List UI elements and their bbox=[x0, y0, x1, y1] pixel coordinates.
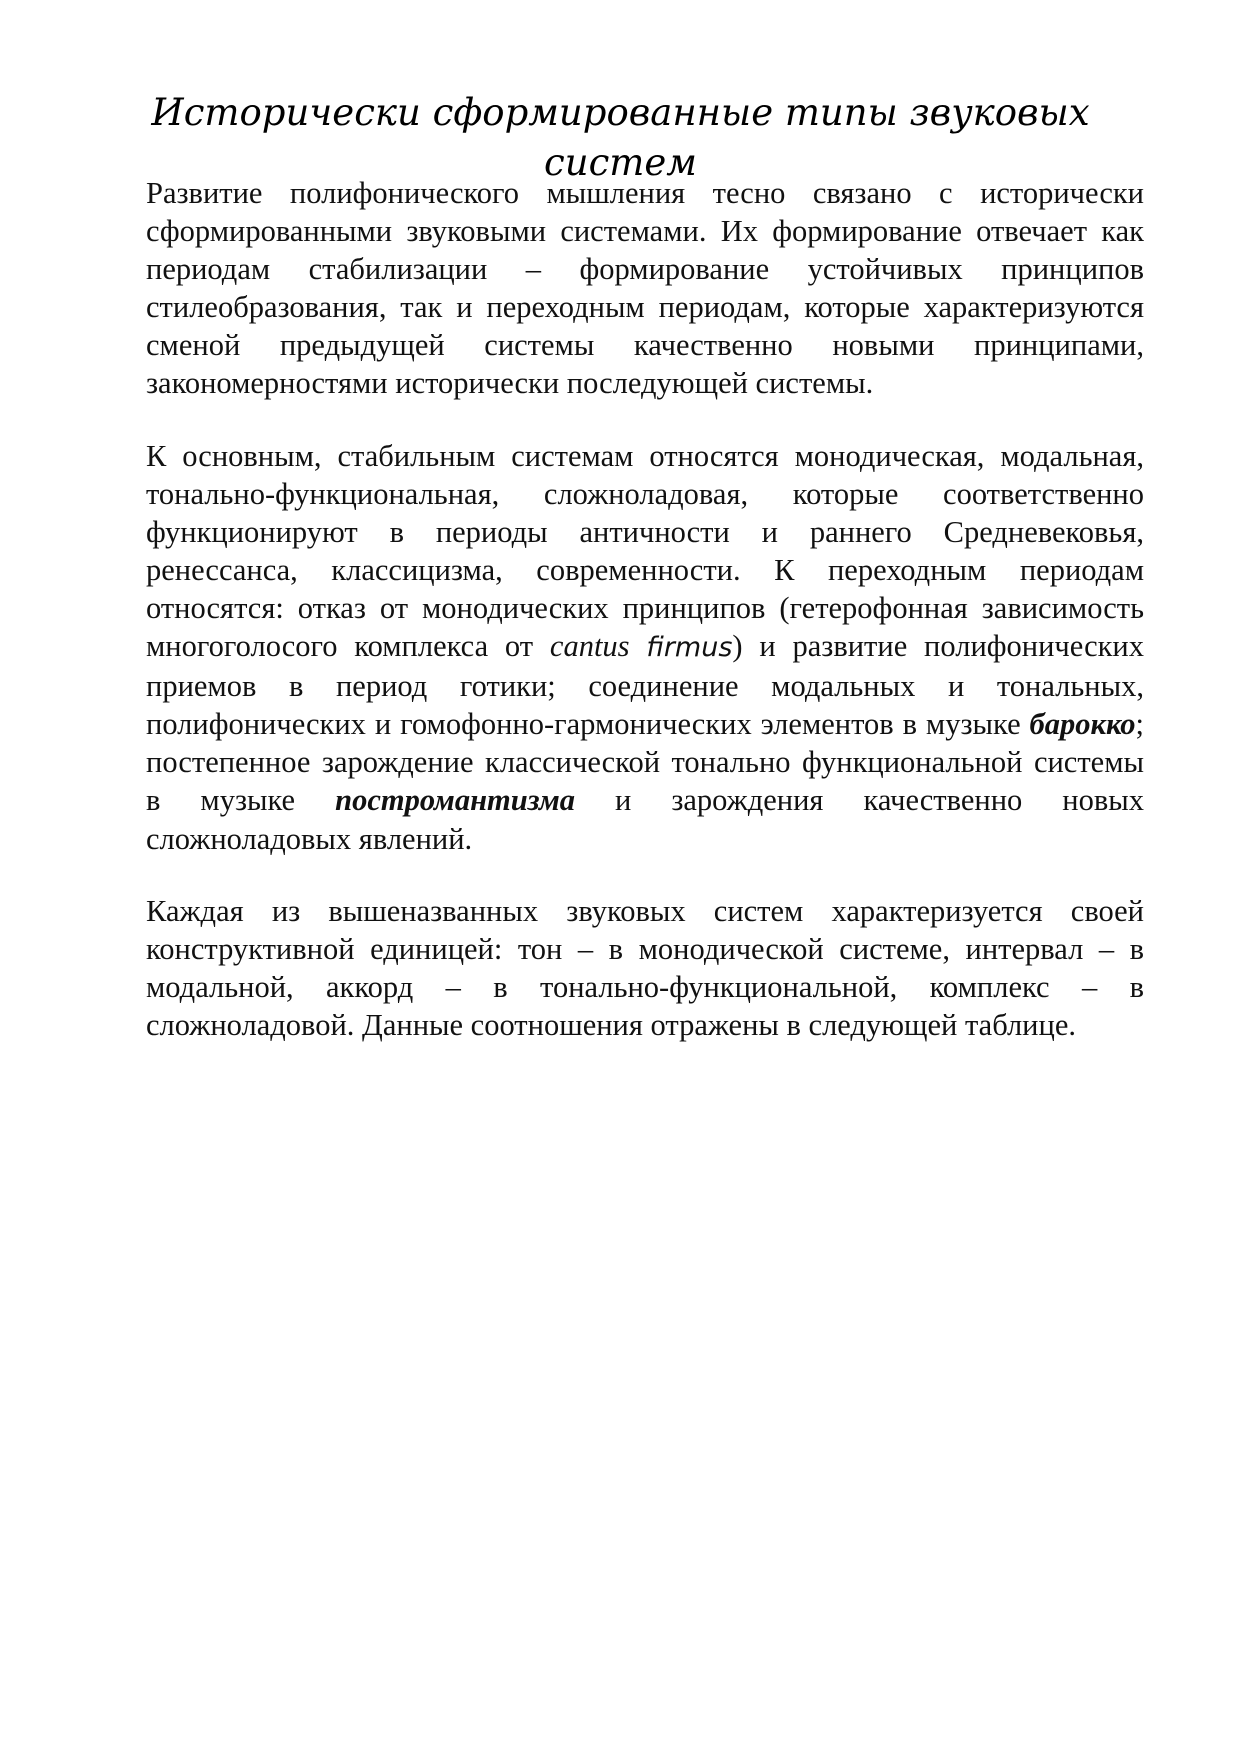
term-firmus: firmus bbox=[646, 632, 733, 664]
paragraph-2-text-3: ; постепенное зарождение классической тонально функциональной системы в музыке bbox=[146, 707, 1144, 818]
paragraph-2-text-1: К основным, стабильным системам относятся монодическая, модальная, тонально-функциональная, сложноладовая, которые соответственно функционируют в периоды античности и раннего Средневековья, ренессанса, классицизма, современности. К переходным периодам относятся: отказ от монодических принципов (гетерофонная зависимость многоголосого комплекса от bbox=[146, 438, 1144, 664]
term-cantus: cantus bbox=[549, 629, 630, 664]
paragraph-2-text-4: и зарождения качественно новых сложноладовых явлений. bbox=[146, 783, 1145, 856]
term-postromanticism: постромантизма bbox=[335, 783, 575, 818]
paragraph-1: Развитие полифонического мышления тесно связано с исторически сформированными звуковыми системами. Их формирование отвечает как периодам стабилизации – формирование устойчивых принципов стилеобразования, так и переходным периодам, которые характеризуются сменой предыдущей системы качественно новыми принципами, закономерностями исторически последующей системы. bbox=[146, 176, 1144, 401]
paragraph-2 bbox=[146, 437, 1144, 858]
body-text bbox=[146, 174, 1144, 1078]
page-title: Исторически сформированные типы звуковых систем bbox=[151, 91, 1090, 184]
paragraph-2-text-2: ) и развитие полифонических приемов в период готики; соединение модальных и тональных, полифонических и гомофонно-гармонических элементов в музыке bbox=[146, 629, 1144, 742]
paragraph-3: Каждая из вышеназванных звуковых систем характеризуется своей конструктивной единицей: тон – в монодической системе, интервал – в модальной, аккорд – в тонально-функциональной, комплекс – в сложноладовой. Данные соотношения отражены в следующей таблице. bbox=[146, 893, 1144, 1042]
term-baroque: барокко bbox=[1029, 707, 1136, 742]
